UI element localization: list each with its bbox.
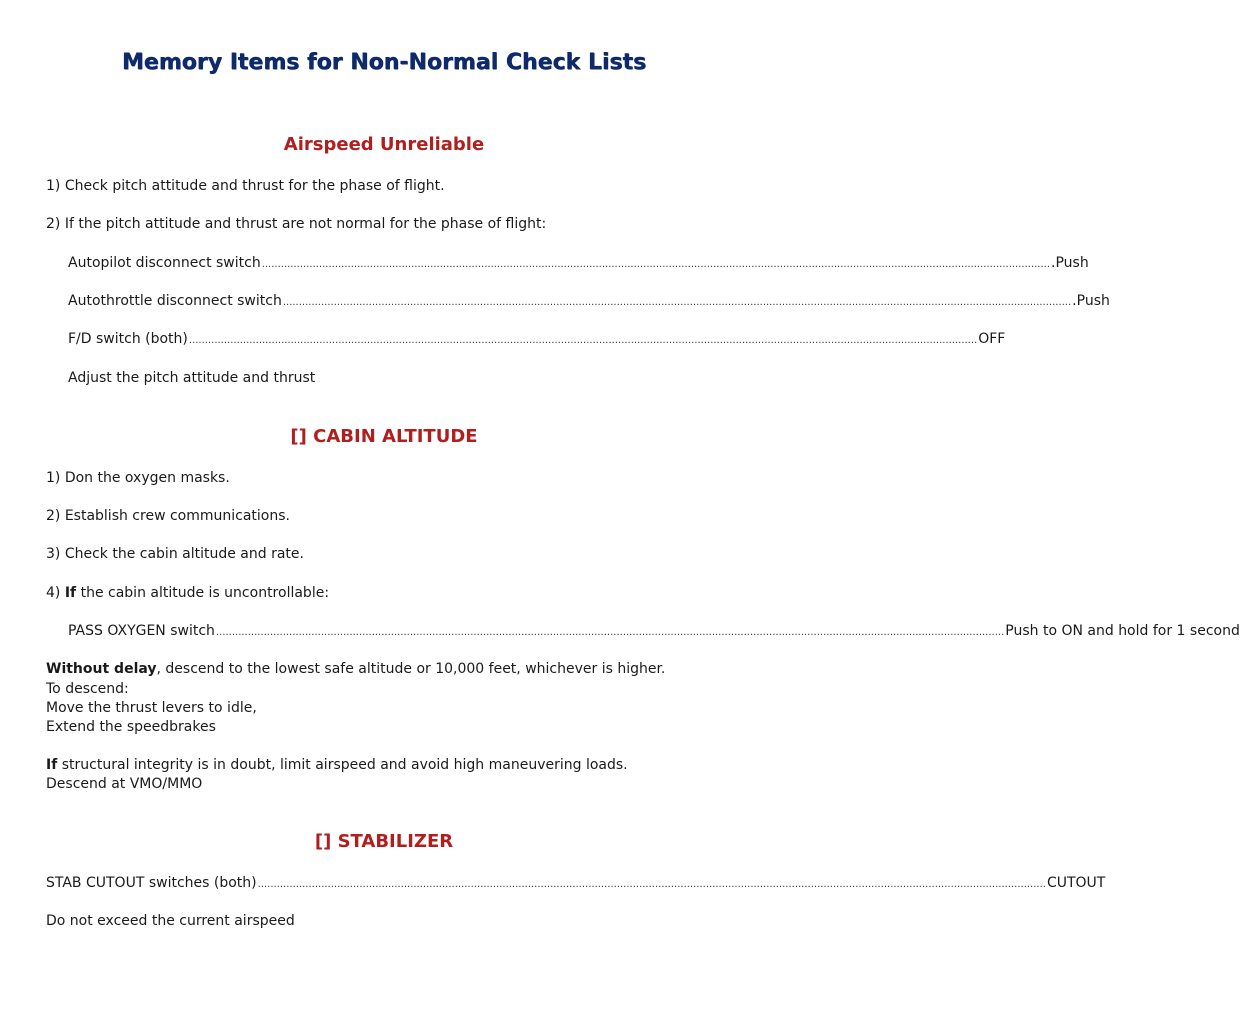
cabin-extend-speedbrakes: Extend the speedbrakes [46, 719, 216, 735]
checklist-item-autopilot [68, 254, 1089, 274]
section-heading-stabilizer: [] STABILIZER [314, 831, 454, 852]
item-label: STAB CUTOUT switches (both) [46, 875, 257, 891]
leader-dots: ........................................................................................................................................................................................................................................................ [188, 335, 978, 346]
checklist-item-fd-switch [68, 330, 1006, 350]
item-value: .Push [1051, 255, 1089, 271]
without-delay-bold: Without delay [46, 661, 157, 677]
step4-rest: the cabin altitude is uncontrollable: [76, 585, 330, 601]
checklist-item-autothrottle [68, 292, 1110, 312]
item-value: OFF [978, 331, 1006, 347]
leader-dots: ........................................................................................................................................................................................................................................................ [257, 879, 1046, 890]
checklist-item-stab-cutout [46, 874, 1106, 894]
cabin-step-1: 1) Don the oxygen masks. [46, 470, 230, 486]
cabin-move-thrust: Move the thrust levers to idle, [46, 700, 257, 716]
leader-dots: ........................................................................................................................................................................................................................................................ [261, 259, 1051, 270]
item-value: .Push [1072, 293, 1110, 309]
airspeed-step-1: 1) Check pitch attitude and thrust for the phase of flight. [46, 178, 445, 194]
item-label: PASS OXYGEN switch [68, 623, 215, 639]
cabin-descend-vmo: Descend at VMO/MMO [46, 776, 203, 792]
section-heading-cabin-altitude: [] CABIN ALTITUDE [290, 426, 478, 447]
cabin-step-3: 3) Check the cabin altitude and rate. [46, 546, 304, 562]
item-label: F/D switch (both) [68, 331, 188, 347]
section-heading-airspeed-unreliable: Airspeed Unreliable [283, 134, 485, 155]
item-label: Autothrottle disconnect switch [68, 293, 282, 309]
item-value: CUTOUT [1046, 875, 1106, 891]
stabilizer-note: Do not exceed the current airspeed [46, 913, 295, 929]
cabin-step-4 [46, 584, 329, 602]
cabin-step-2: 2) Establish crew communications. [46, 508, 290, 524]
step4-bold: If [64, 585, 77, 601]
item-value: Push to ON and hold for 1 second [1005, 623, 1240, 639]
page-title: Memory Items for Non-Normal Check Lists [121, 50, 647, 75]
cabin-to-descend: To descend: [46, 681, 129, 697]
if-bold: If [46, 757, 58, 773]
airspeed-adjust: Adjust the pitch attitude and thrust [68, 370, 316, 386]
checklist-item-pass-oxygen [68, 622, 1240, 642]
without-delay-rest: , descend to the lowest safe altitude or 10,000 feet, whichever is higher. [156, 661, 666, 677]
item-label: Autopilot disconnect switch [68, 255, 261, 271]
airspeed-step-2: 2) If the pitch attitude and thrust are not normal for the phase of flight: [46, 216, 547, 232]
cabin-structural-integrity [46, 756, 628, 774]
leader-dots: ........................................................................................................................................................................................................................................................ [282, 297, 1072, 308]
cabin-without-delay [46, 660, 665, 678]
leader-dots: ........................................................................................................................................................................................................................................................ [215, 627, 1005, 638]
step4-prefix: 4) [46, 585, 65, 601]
if-rest: structural integrity is in doubt, limit airspeed and avoid high maneuvering loads. [57, 757, 628, 773]
